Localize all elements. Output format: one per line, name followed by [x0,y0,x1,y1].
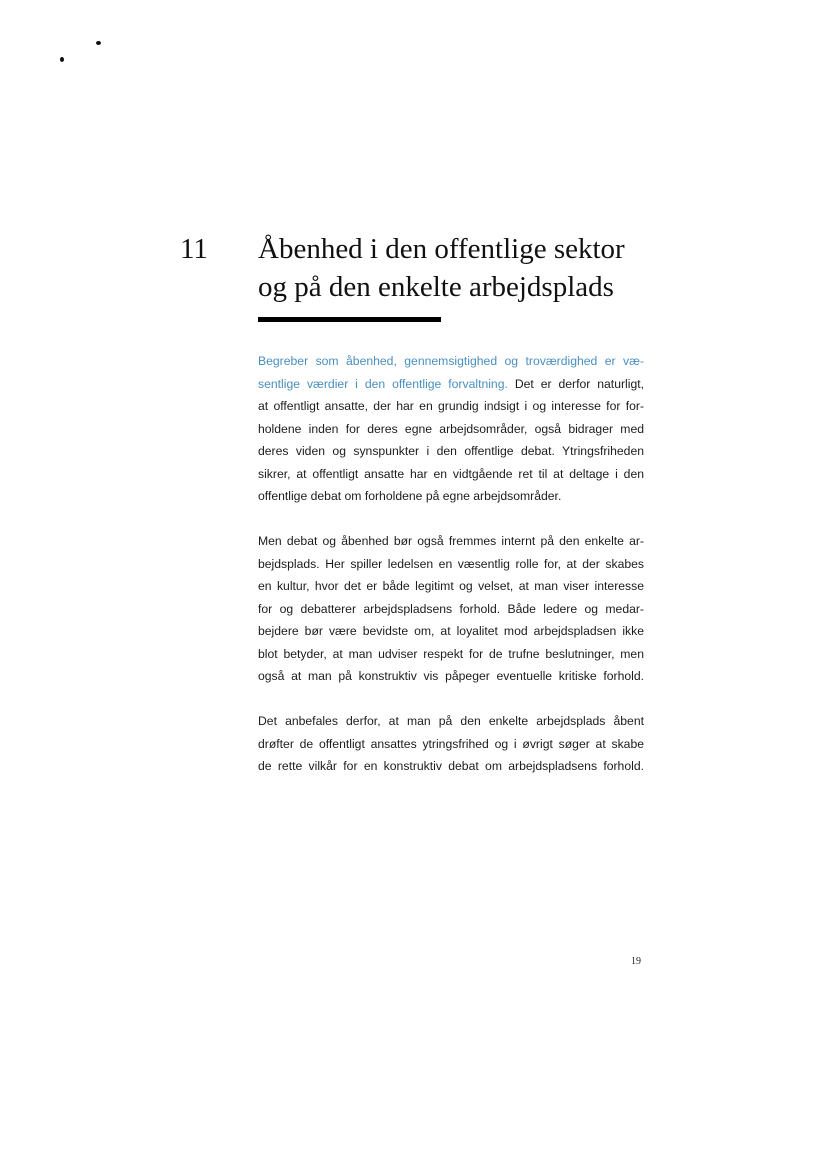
text-line: bejdere bør være bevidste om, at loyalitet mod arbejdspladsen ikke [258,624,644,638]
lead-text: sentlige værdier i den offentlige forvaltning. [258,376,508,391]
text-line [258,350,644,373]
chapter-title [258,230,678,306]
paragraph-1 [258,350,644,508]
lead-text: Begreber som åbenhed, gennemsigtighed og troværdighed er væ- [258,354,644,368]
title-rule [258,317,441,322]
text-line: sikrer, at offentligt ansatte har en vidtgående ret til at deltage i den [258,466,644,481]
text-line: offentlige debat om forholdene på egne arbejdsområder. [258,489,562,503]
chapter-number: 11 [180,233,208,265]
text-line: en kultur, hvor det er både legitimt og velset, at man viser interesse [258,579,644,593]
text-line: blot betyder, at man udviser respekt for de trufne beslutninger, men [258,646,644,661]
chapter-title-line: og på den enkelte arbejdsplads [258,271,614,303]
text-line: at offentligt ansatte, der har en grundig indsigt i og interesse for for- [258,399,644,413]
text-line: Det anbefales derfor, at man på den enkelte arbejdsplads åbent [258,714,644,728]
text-line: de rette vilkår for en konstruktiv debat om arbejdspladsens forhold. [258,759,644,773]
text-line: bejdsplads. Her spiller ledelsen en væsentlig rolle for, at der skabes [258,556,644,571]
text-line: holdene inden for deres egne arbejdsområder, også bidrager med [258,421,644,436]
text-line: for og debatterer arbejdspladsens forhold. Både ledere og medar- [258,601,644,616]
text-line: deres viden og synspunkter i den offentlige debat. Ytringsfriheden [258,444,644,458]
paragraph-3 [258,710,644,778]
body-text: Det er derfor naturligt, [507,376,644,391]
text-line: drøfter de offentligt ansattes ytringsfrihed og i øvrigt søger at skabe [258,736,644,751]
scan-speck [96,41,101,45]
text-line [258,373,644,396]
text-line: Men debat og åbenhed bør også fremmes internt på den enkelte ar- [258,534,644,548]
chapter-title-line: Åbenhed i den offentlige sektor [258,233,625,265]
paragraph-2 [258,530,644,688]
chapter-body [258,350,644,800]
scan-speck [60,57,64,62]
page-number: 19 [631,956,641,967]
text-line: også at man på konstruktiv vis påpeger eventuelle kritiske forhold. [258,669,644,683]
